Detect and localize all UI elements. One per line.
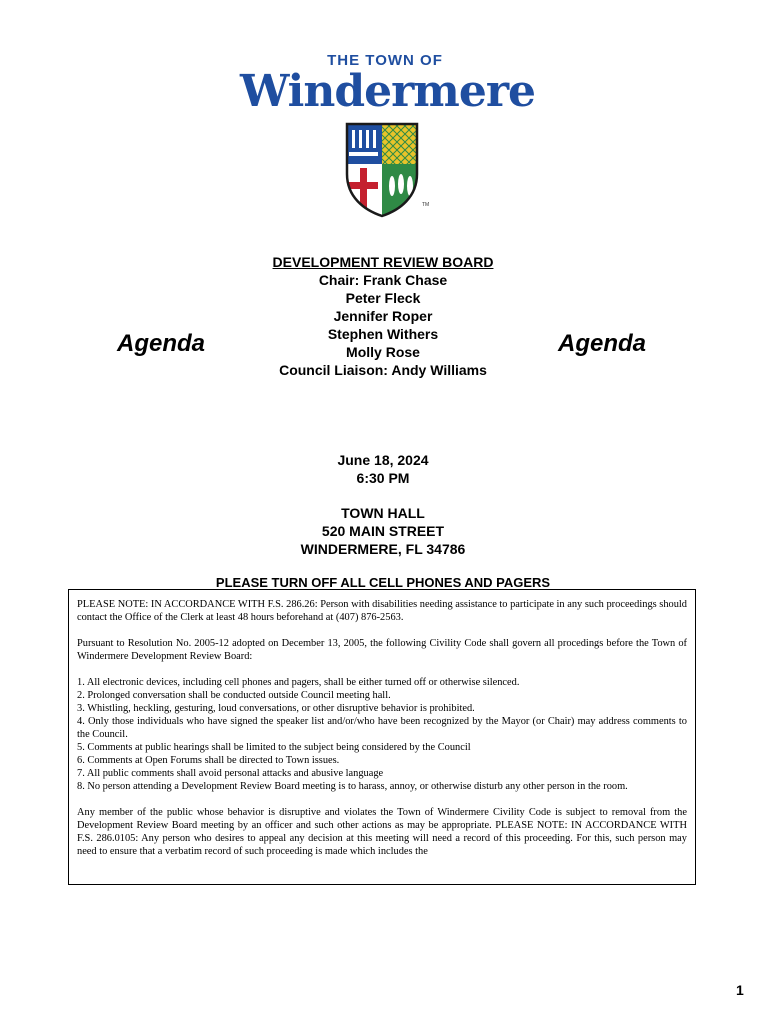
list-item: 7. All public comments shall avoid personal attacks and abusive language (77, 768, 384, 779)
town-shield-icon (345, 122, 419, 218)
list-item: 4. Only those individuals who have signed the speaker list and/or/who have been recognized by the Mayor (or Chair) may address comments to the Council. (77, 716, 687, 740)
meeting-date: June 18, 2024 (337, 452, 429, 468)
town-logo (240, 52, 536, 222)
logo-top-text: THE TOWN OF (327, 52, 443, 69)
board-title: DEVELOPMENT REVIEW BOARD (272, 254, 494, 270)
board-member: Molly Rose (346, 344, 420, 360)
board-member: Stephen Withers (327, 326, 439, 342)
board-member: Jennifer Roper (333, 308, 433, 324)
venue-city: WINDERMERE, FL 34786 (300, 541, 466, 557)
civility-rules-list (77, 676, 687, 793)
removal-and-appeal-paragraph: Any member of the public whose behavior is disruptive and violates the Town of Windermere Civility Code is subject to removal from the Development Review Board meeting by an officer and such other actions as may be appropriate. PLEASE NOTE: IN ACCORDANCE WITH F.S. 286.0105: Any person who desires to appeal any decision at this meeting will need a record of this proceeding. For this, such person may need to ensure that a verbatim record of such proceeding is made which includes the (77, 807, 687, 857)
list-item: 2. Prolonged conversation shall be conducted outside Council meeting hall. (77, 690, 391, 701)
logo-wordmark: Windermere (240, 66, 536, 117)
list-item: 5. Comments at public hearings shall be limited to the subject being considered by the Council (77, 742, 471, 753)
agenda-heading-right: Agenda (558, 330, 647, 357)
resolution-paragraph: Pursuant to Resolution No. 2005-12 adopted on December 13, 2005, the following Civility Code shall govern all procedings before the Town of Windermere Development Review Board: (77, 638, 687, 662)
list-item: 1. All electronic devices, including cell phones and pagers, shall be either turned off or otherwise silenced. (77, 677, 520, 688)
board-member: Peter Fleck (345, 290, 421, 306)
venue-street: 520 MAIN STREET (321, 523, 445, 539)
meeting-venue (230, 504, 536, 558)
board-member: Council Liaison: Andy Williams (279, 362, 487, 378)
list-item: 8. No person attending a Development Review Board meeting is to harass, annoy, or otherwise disturb any other person in the room. (77, 781, 628, 792)
cellphone-notice: PLEASE TURN OFF ALL CELL PHONES AND PAGERS (215, 575, 551, 590)
list-item: 6. Comments at Open Forums shall be directed to Town issues. (77, 755, 340, 766)
meeting-time: 6:30 PM (356, 470, 410, 486)
trademark-mark: TM (422, 202, 430, 208)
civility-notice-box (68, 589, 696, 885)
list-item: 3. Whistling, heckling, gesturing, loud conversations, or other disruptive behavior is prohibited. (77, 703, 475, 714)
agenda-heading-left: Agenda (117, 330, 206, 357)
venue-name: TOWN HALL (341, 505, 425, 521)
page-number: 1 (736, 982, 744, 998)
board-block (230, 253, 536, 379)
board-member: Chair: Frank Chase (318, 272, 448, 288)
meeting-datetime (230, 451, 536, 487)
disability-notice: PLEASE NOTE: IN ACCORDANCE WITH F.S. 286.26: Person with disabilities needing assistance to participate in any such proceedings should contact the Office of the Clerk at least 48 hours beforehand at (407) 876-2563. (77, 599, 687, 623)
